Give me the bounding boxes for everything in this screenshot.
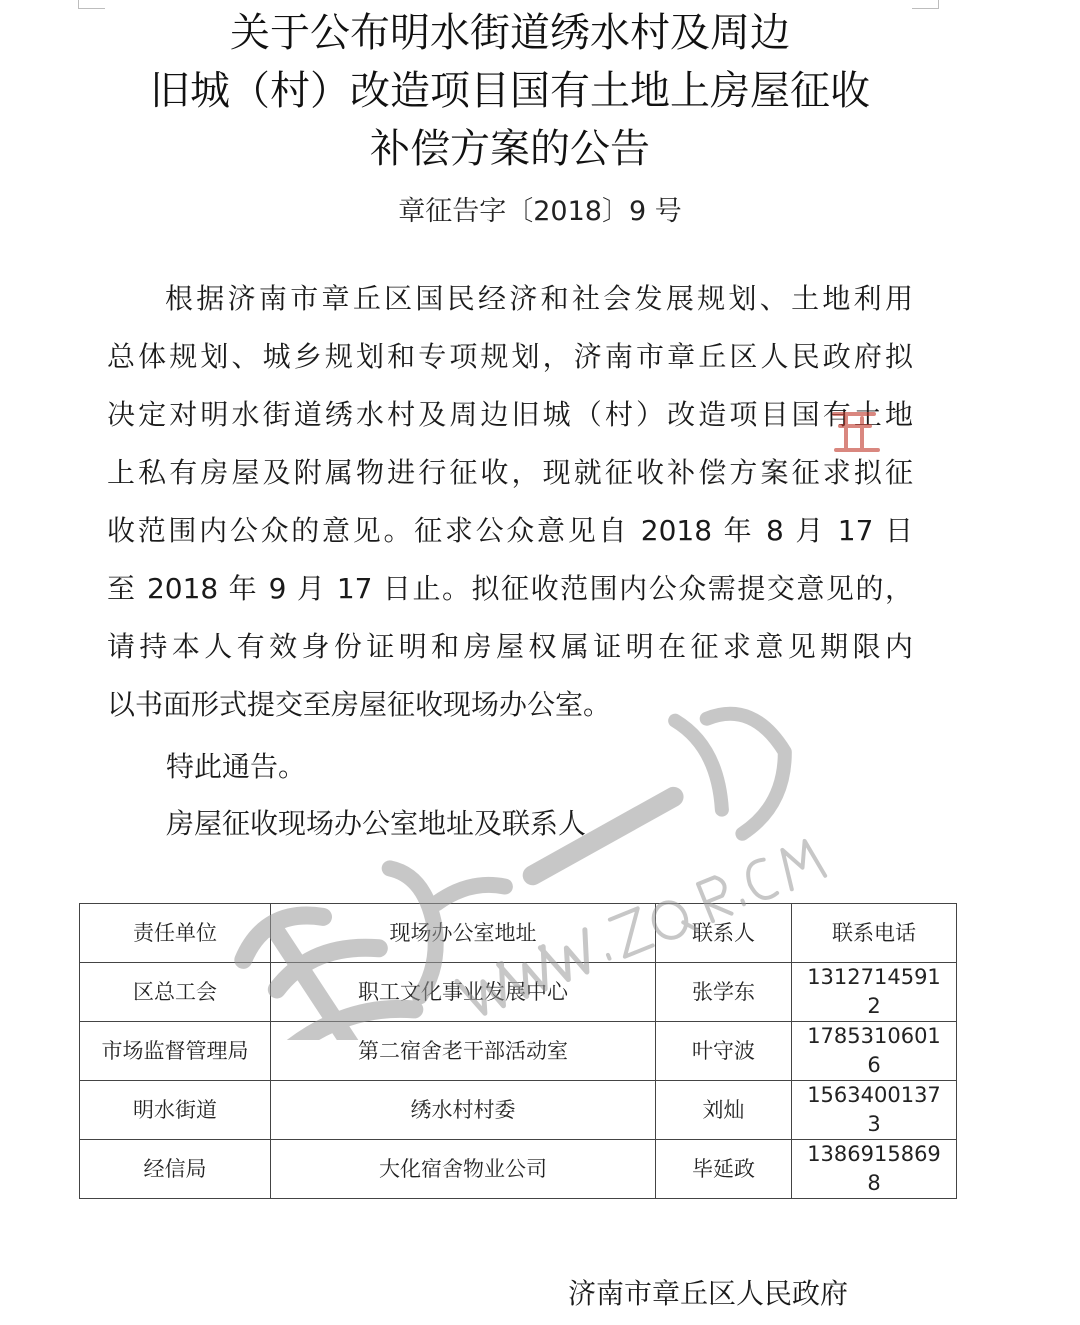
cell-phone [792,963,957,1022]
title-line: 旧城（村）改造项目国有土地上房屋征收 [150,68,870,114]
body-line: 至 2018 年 9 月 17 日止。拟征收范围内公众需提交意见的， [107,572,913,605]
table-row [80,1081,957,1140]
body-line: 上私有房屋及附属物进行征收，现就征收补偿方案征求拟征 [107,456,913,489]
cell-unit: 区总工会 [80,963,271,1022]
header-office-address: 现场办公室地址 [271,904,656,963]
issuer-signature: 济南市章丘区人民政府 [568,1277,849,1310]
body-line: 收范围内公众的意见。征求公众意见自 2018 年 8 月 17 日 [107,514,913,547]
body-paragraph [107,270,913,734]
cell-phone [792,1140,957,1199]
cell-address: 职工文化事业发展中心 [271,963,656,1022]
cell-unit: 市场监督管理局 [80,1022,271,1081]
header-contact: 联系人 [656,904,792,963]
body-line: 决定对明水街道绣水村及周边旧城（村）改造项目国有土地 [107,398,913,431]
cell-contact: 毕延政 [656,1140,792,1199]
table-row [80,1022,957,1081]
table-row [80,1140,957,1199]
cell-phone [792,1022,957,1081]
cell-phone [792,1081,957,1140]
body-line: 总体规划、城乡规划和专项规划，济南市章丘区人民政府拟 [107,340,913,373]
document-title [0,4,1020,178]
title-line: 补偿方案的公告 [370,126,650,172]
closing-notice: 特此通告。 [166,750,307,783]
table-row [80,963,957,1022]
header-phone: 联系电话 [792,904,957,963]
phone-number: 17853106016 [807,1024,941,1077]
cell-address: 绣水村村委 [271,1081,656,1140]
cell-contact: 刘灿 [656,1081,792,1140]
phone-number: 13127145912 [807,965,941,1018]
cell-contact: 张学东 [656,963,792,1022]
seal-fragment-icon [826,404,888,460]
body-line: 根据济南市章丘区国民经济和社会发展规划、土地利用 [165,282,913,315]
header-unit: 责任单位 [80,904,271,963]
cell-address: 第二宿舍老干部活动室 [271,1022,656,1081]
address-heading: 房屋征收现场办公室地址及联系人 [166,807,587,840]
title-line: 关于公布明水街道绣水村及周边 [230,10,790,56]
table-header-row [80,904,957,963]
body-line: 请持本人有效身份证明和房屋权属证明在征求意见期限内 [107,630,913,663]
cell-unit: 经信局 [80,1140,271,1199]
cell-unit: 明水街道 [80,1081,271,1140]
phone-number: 13869158698 [807,1142,941,1195]
phone-number: 15634001373 [807,1083,941,1136]
body-line: 以书面形式提交至房屋征收现场办公室。 [107,688,612,721]
contact-table [79,903,957,1199]
document-number: 章征告字〔2018〕9 号 [398,196,682,227]
cell-contact: 叶守波 [656,1022,792,1081]
cell-address: 大化宿舍物业公司 [271,1140,656,1199]
